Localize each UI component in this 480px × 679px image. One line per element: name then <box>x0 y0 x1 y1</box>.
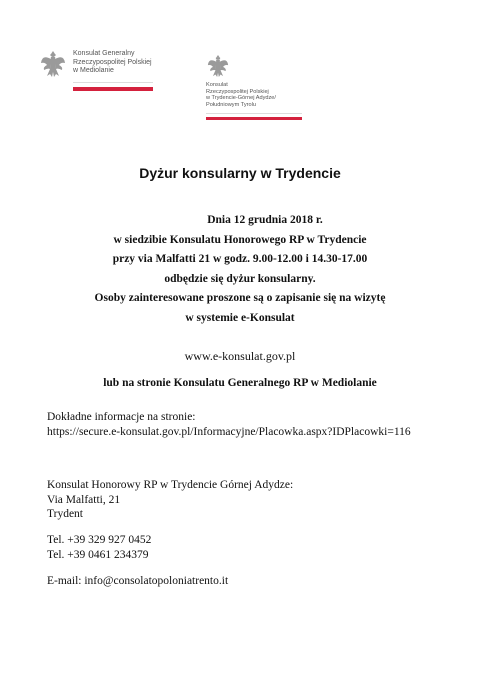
logo-line: Konsulat <box>206 82 228 88</box>
phone-section <box>47 533 151 562</box>
announcement-line: przy via Malfatti 21 w godz. 9.00-12.00 i 14.30-17.00 <box>112 253 368 265</box>
polish-flag-bar <box>73 82 153 90</box>
page-title: Dyżur konsularny w Trydencie <box>139 165 341 181</box>
consulate-general-logo <box>36 44 186 106</box>
address-name: Konsulat Honorowy RP w Trydencie Górnej Adydze: <box>47 479 294 491</box>
alternative-note: lub na stronie Konsulatu Generalnego RP w Mediolanie <box>103 377 377 389</box>
announcement-line: odbędzie się dyżur konsularny. <box>164 272 316 285</box>
phone-number[interactable]: Tel. +39 0461 234379 <box>47 548 149 561</box>
logo-line: w Mediolanie <box>73 67 114 74</box>
details-section <box>47 410 411 439</box>
polish-flag-bar <box>206 113 302 119</box>
honorary-consulate-name <box>206 82 276 108</box>
details-label: Dokładne informacje na stronie: <box>47 411 196 423</box>
announcement-line: w systemie e-Konsulat <box>185 311 295 324</box>
email-link[interactable]: E-mail: info@consolatopoloniatrento.it <box>47 575 229 587</box>
details-url-link[interactable]: https://secure.e-konsulat.gov.pl/Informacyjne/Placowka.aspx?IDPlacowki=116 <box>47 425 411 438</box>
phone-number[interactable]: Tel. +39 329 927 0452 <box>47 534 152 546</box>
logo-line: Rzeczypospolitej Polskiej <box>73 58 152 66</box>
consulate-general-name <box>73 50 152 76</box>
logo-line: Południowym Tyrolu <box>206 101 256 108</box>
polish-eagle-icon <box>40 50 66 78</box>
logo-line: w Trydencie-Górnej Adydze/ <box>206 95 276 102</box>
logo-line: Rzeczypospolitej Polskiej <box>206 88 269 95</box>
polish-eagle-icon <box>207 54 229 78</box>
logo-line: Konsulat Generalny <box>73 50 135 57</box>
website-link[interactable]: www.e-konsulat.gov.pl <box>184 349 296 363</box>
announcement-date: Dnia 12 grudnia 2018 r. <box>207 214 323 226</box>
address-section <box>47 478 293 522</box>
address-street: Via Malfatti, 21 <box>47 493 121 506</box>
announcement-line: Osoby zainteresowane proszone są o zapisanie się na wizytę <box>94 292 386 304</box>
announcement-block <box>0 211 480 328</box>
address-city: Trydent <box>47 508 83 520</box>
honorary-consulate-logo <box>203 54 313 120</box>
announcement-line: w siedzibie Konsulatu Honorowego RP w Trydencie <box>113 233 367 246</box>
